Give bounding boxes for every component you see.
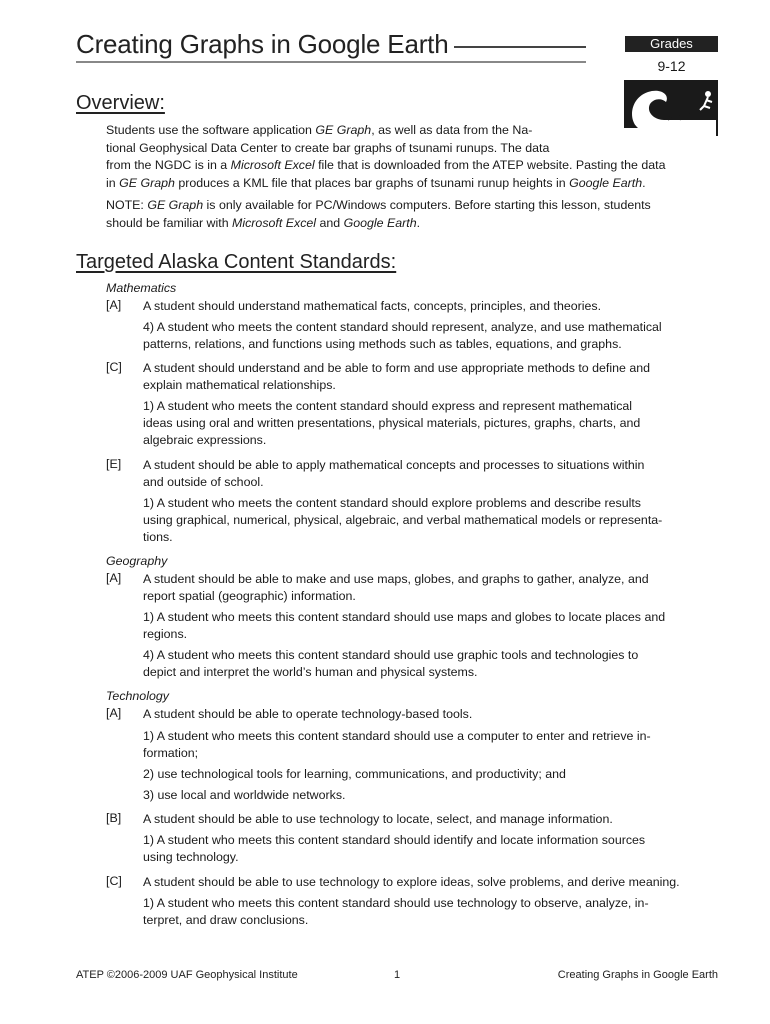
math-subheading: Mathematics [106, 281, 177, 295]
overview-note: NOTE: GE Graph is only available for PC/Windows computers. Before starting this lesson, students should be familiar with Microsoft Excel and Google Earth. [106, 198, 651, 230]
footer-copyright: ATEP ©2006-2009 UAF Geophysical Institute [76, 969, 298, 981]
tech-c-label: [C] [106, 874, 122, 888]
footer-doc-title: Creating Graphs in Google Earth [557, 969, 718, 981]
math-a-text: A student should understand mathematical facts, concepts, principles, and theories. [143, 299, 602, 313]
grades-label: Grades [625, 36, 718, 52]
tech-b-text: A student should be able to use technology to locate, select, and manage information. [143, 812, 613, 826]
title-rule [454, 46, 586, 48]
geo-a4-text: 4) A student who meets this content standard should use graphic tools and technologies to depict and interpret the world’s human and physical systems. [143, 648, 639, 679]
geo-subheading: Geography [106, 554, 168, 568]
geo-a-text: A student should be able to make and use maps, globes, and graphs to gather, analyze, and report spatial (geographic) information. [143, 572, 649, 603]
footer-page-number: 1 [394, 969, 401, 981]
math-a-label: [A] [106, 298, 122, 312]
overview-heading: Overview: [76, 92, 165, 114]
math-a4-text: 4) A student who meets the content standard should represent, analyze, and use mathematical patterns, relations, and functions using methods such as tables, equations, and graphs. [143, 320, 662, 351]
tech-subheading: Technology [106, 689, 169, 703]
math-e-text: A student should be able to apply mathematical concepts and processes to situations within and outside of school. [143, 458, 645, 489]
tech-a2-text: 2) use technological tools for learning, communications, and productivity; and [143, 767, 566, 781]
tech-a-label: [A] [106, 706, 122, 720]
tech-b1-text: 1) A student who meets this content standard should identify and locate information sources using technology. [143, 833, 646, 864]
math-c-label: [C] [106, 360, 122, 374]
tech-a-text: A student should be able to operate technology-based tools. [143, 707, 473, 721]
page-title: Creating Graphs in Google Earth [76, 29, 449, 59]
standards-heading: Targeted Alaska Content Standards: [76, 251, 397, 273]
tech-c1-text: 1) A student who meets this content standard should use technology to observe, analyze, in- terpret, and draw conclusions. [143, 896, 649, 927]
tech-c-text: A student should be able to use technology to explore ideas, solve problems, and derive meaning. [143, 875, 680, 889]
grades-value: 9-12 [657, 58, 686, 74]
tech-a1-text: 1) A student who meets this content standard should use a computer to enter and retrieve in- formation; [143, 729, 651, 760]
tech-a3-text: 3) use local and worldwide networks. [143, 788, 346, 802]
math-e-label: [E] [106, 457, 122, 471]
math-e1-text: 1) A student who meets the content standard should explore problems and describe results using graphical, numerical, physical, algebraic, and verbal mathematical models or representa- tions. [143, 496, 663, 544]
title-underline [76, 61, 586, 63]
geo-a-label: [A] [106, 571, 122, 585]
math-c1-text: 1) A student who meets the content standard should express and represent mathematical ideas using oral and written presentations, physical materials, pictures, graphs, charts, and algebraic expressions. [143, 399, 641, 447]
tech-b-label: [B] [106, 811, 122, 825]
geo-a1-text: 1) A student who meets this content standard should use maps and globes to locate places and regions. [143, 610, 666, 641]
math-c-text: A student should understand and be able to form and use appropriate methods to define and explain mathematical relationships. [143, 361, 650, 392]
overview-paragraph: Students use the software application GE Graph, as well as data from the Na- tional Geophysical Data Center to create bar graphs of tsunami runups. The data from the NGDC is in a Microsoft Excel file that is downloaded from the ATEP website. Pasting the data in GE Graph produces a KML file that places bar graphs of tsunami runup heights in Google Earth. [106, 123, 666, 190]
